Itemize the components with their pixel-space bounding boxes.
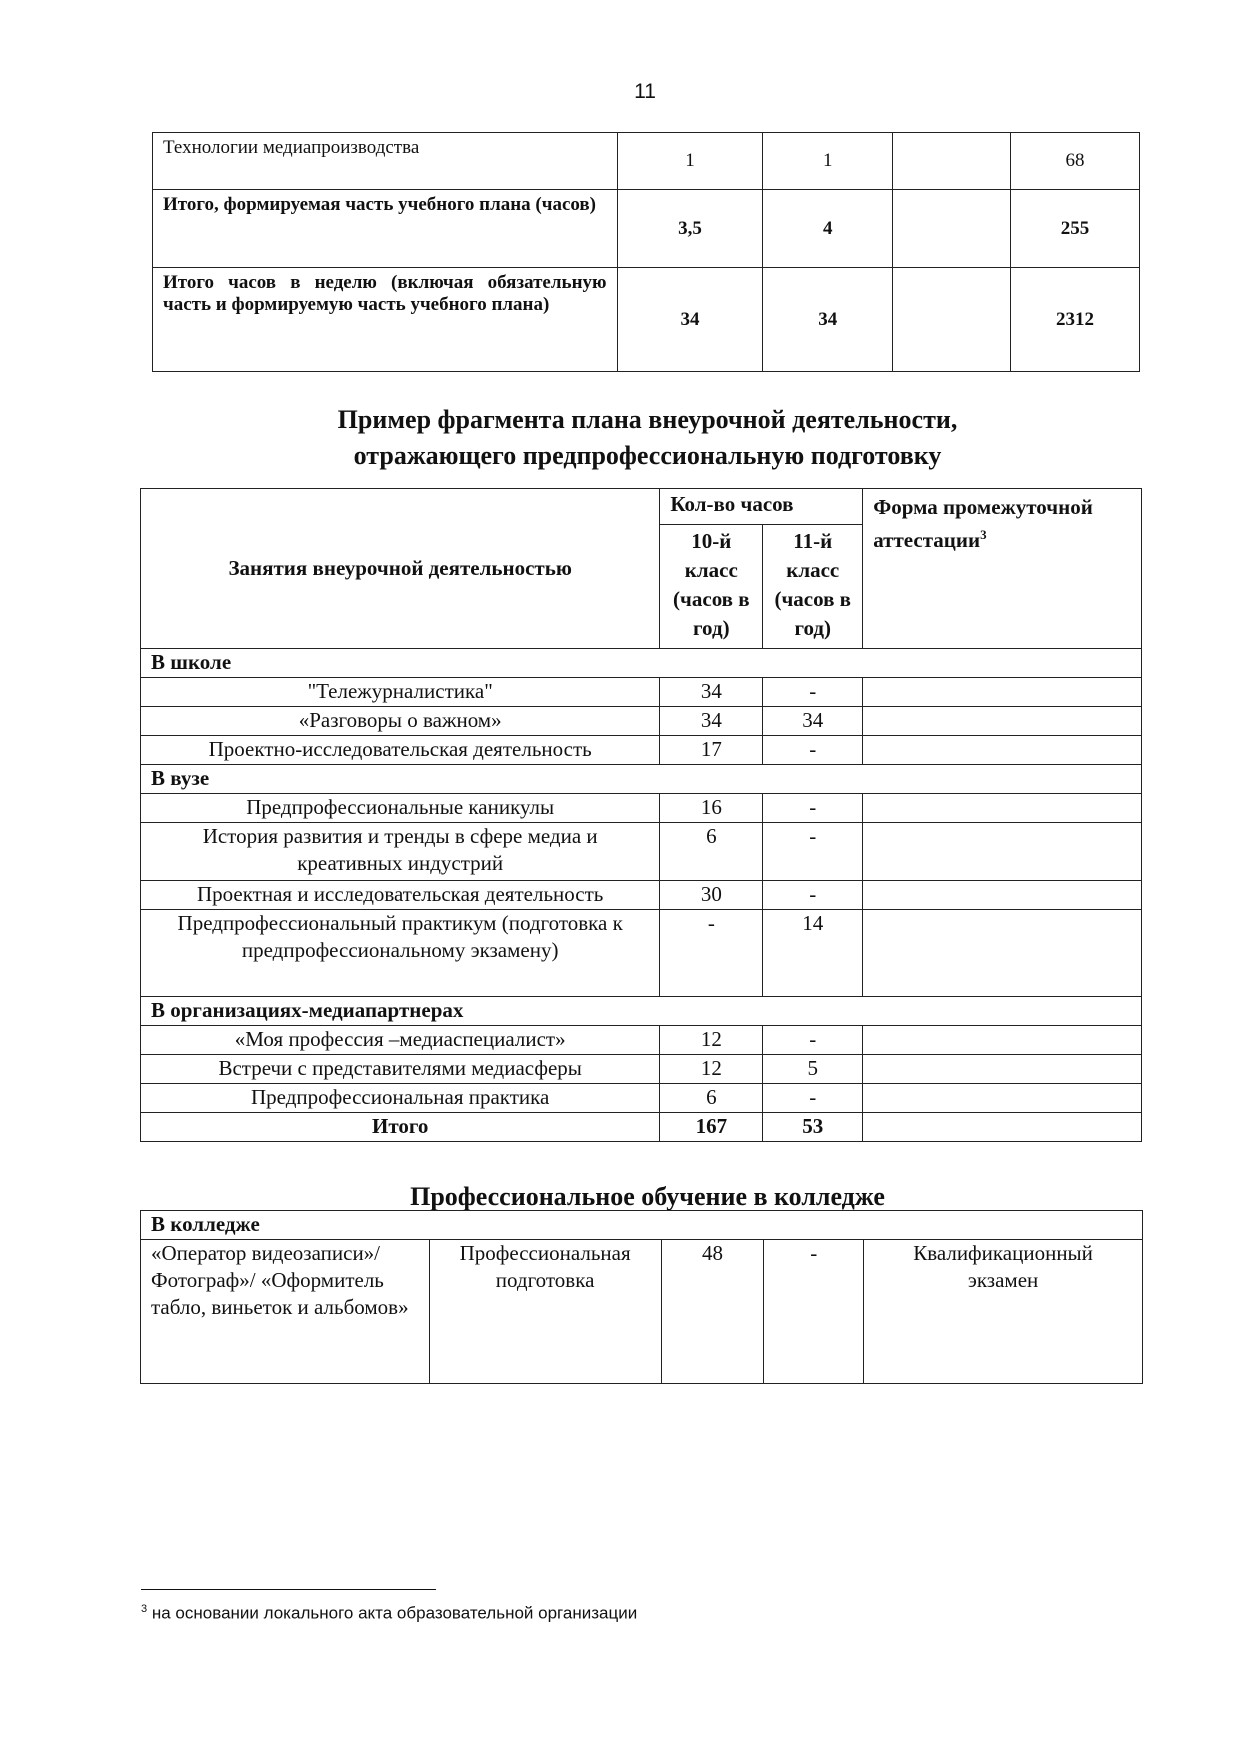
cell-value: [893, 268, 1011, 372]
form-cell: [863, 1026, 1142, 1055]
table-row: [141, 1055, 1142, 1084]
activity-name: «Разговоры о важном»: [141, 707, 660, 736]
total-label: Итого, формируемая часть учебного плана (часов): [153, 190, 618, 268]
activity-name: Предпрофессиональная практика: [141, 1084, 660, 1113]
form-cell: [863, 794, 1142, 823]
form-header-text: Форма промежуточной аттестации: [873, 495, 1093, 552]
grade10-hours: 6: [660, 823, 763, 881]
college-section-title: Профессиональное обучение в колледже: [410, 1182, 885, 1211]
table-row: [141, 1026, 1142, 1055]
form-cell: [863, 910, 1142, 997]
total-row: [141, 1113, 1142, 1142]
grade11-hours: -: [763, 1084, 863, 1113]
grade11-hours: -: [763, 736, 863, 765]
table-row: [141, 910, 1142, 997]
extracurricular-plan-table: [140, 488, 1142, 1142]
grade11-hours: -: [764, 1240, 864, 1384]
group-title: В колледже: [141, 1211, 1143, 1240]
footnote-separator: [141, 1589, 436, 1590]
table-row: [141, 1084, 1142, 1113]
activity-name: Проектная и исследовательская деятельность: [141, 881, 660, 910]
grade10-hours: 12: [660, 1055, 763, 1084]
table-row: [153, 190, 1140, 268]
grade10-hours: 6: [660, 1084, 763, 1113]
activities-header: Занятия внеурочной деятельностью: [141, 489, 660, 649]
section-title-line1: Пример фрагмента плана внеурочной деятельности,: [337, 405, 958, 434]
section-title-line2: отражающего предпрофессиональную подготовку: [353, 441, 942, 470]
form-cell: [863, 1113, 1142, 1142]
form-cell: [863, 1055, 1142, 1084]
activity-name: Проектно-исследовательская деятельность: [141, 736, 660, 765]
table-row: [141, 1240, 1143, 1384]
form-cell: [863, 736, 1142, 765]
curriculum-table-continuation: [152, 132, 1140, 372]
group-row: [141, 1211, 1143, 1240]
table-row: [141, 881, 1142, 910]
grade10-hours: 34: [660, 678, 763, 707]
grade11-hours: -: [763, 794, 863, 823]
activity-name: Предпрофессиональный практикум (подготовка к предпрофессиональному экзамену): [141, 910, 660, 997]
page-number: 11: [634, 80, 656, 103]
form-header: [863, 489, 1142, 649]
group-row: [141, 649, 1142, 678]
assessment-form: Квалификационный экзамен: [864, 1240, 1143, 1384]
cell-value: 255: [1011, 190, 1140, 268]
cell-value: 4: [763, 190, 893, 268]
table-row: [141, 678, 1142, 707]
grade11-hours: 14: [763, 910, 863, 997]
group-row: [141, 765, 1142, 794]
activity-name: История развития и тренды в сфере медиа и креативных индустрий: [141, 823, 660, 881]
activity-name: "Тележурналистика": [141, 678, 660, 707]
cell-value: 1: [763, 133, 893, 190]
training-type: Профессиональная подготовка: [429, 1240, 661, 1384]
grade11-header: 11-й класс (часов в год): [763, 525, 863, 649]
cell-value: 2312: [1011, 268, 1140, 372]
footnote-mark: 3: [980, 527, 987, 542]
activity-name: «Моя профессия –медиаспециалист»: [141, 1026, 660, 1055]
grade11-hours: -: [763, 1026, 863, 1055]
form-cell: [863, 1084, 1142, 1113]
footnote-mark: 3: [141, 1603, 148, 1615]
grade10-hours: 48: [661, 1240, 764, 1384]
group-row: [141, 997, 1142, 1026]
form-cell: [863, 823, 1142, 881]
footnote: [141, 1603, 637, 1624]
group-title: В вузе: [141, 765, 1142, 794]
group-title: В организациях-медиапартнерах: [141, 997, 1142, 1026]
grade11-hours: 34: [763, 707, 863, 736]
grade11-hours: -: [763, 678, 863, 707]
table-row: [141, 794, 1142, 823]
table-header-row: [141, 489, 1142, 525]
cell-value: 34: [763, 268, 893, 372]
table-row: [141, 736, 1142, 765]
cell-value: 1: [617, 133, 763, 190]
table-row: [141, 823, 1142, 881]
grade10-hours: -: [660, 910, 763, 997]
cell-value: [893, 133, 1011, 190]
grade11-hours: -: [763, 823, 863, 881]
grade10-hours: 12: [660, 1026, 763, 1055]
grade10-hours: 16: [660, 794, 763, 823]
program-name: «Оператор видеозаписи»/ Фотограф»/ «Оформитель табло, виньеток и альбомов»: [141, 1240, 430, 1384]
table-row: [153, 268, 1140, 372]
cell-value: 34: [617, 268, 763, 372]
total-grade11: 53: [763, 1113, 863, 1142]
cell-value: [893, 190, 1011, 268]
cell-value: 68: [1011, 133, 1140, 190]
group-title: В школе: [141, 649, 1142, 678]
grade10-header: 10-й класс (часов в год): [660, 525, 763, 649]
grade10-hours: 17: [660, 736, 763, 765]
grade10-hours: 30: [660, 881, 763, 910]
hours-header: Кол-во часов: [660, 489, 863, 525]
form-cell: [863, 678, 1142, 707]
table-row: [141, 707, 1142, 736]
grade11-hours: -: [763, 881, 863, 910]
activity-name: Встречи с представителями медиасферы: [141, 1055, 660, 1084]
total-label: Итого часов в неделю (включая обязательную часть и формируемую часть учебного плана): [153, 268, 618, 372]
form-cell: [863, 881, 1142, 910]
footnote-text: на основании локального акта образовательной организации: [151, 1603, 638, 1623]
college-training-table: [140, 1210, 1143, 1384]
table-row: [153, 133, 1140, 190]
form-cell: [863, 707, 1142, 736]
cell-value: 3,5: [617, 190, 763, 268]
grade10-hours: 34: [660, 707, 763, 736]
total-label: Итого: [141, 1113, 660, 1142]
activity-name: Предпрофессиональные каникулы: [141, 794, 660, 823]
subject-label: Технологии медиапроизводства: [153, 133, 618, 190]
total-grade10: 167: [660, 1113, 763, 1142]
grade11-hours: 5: [763, 1055, 863, 1084]
